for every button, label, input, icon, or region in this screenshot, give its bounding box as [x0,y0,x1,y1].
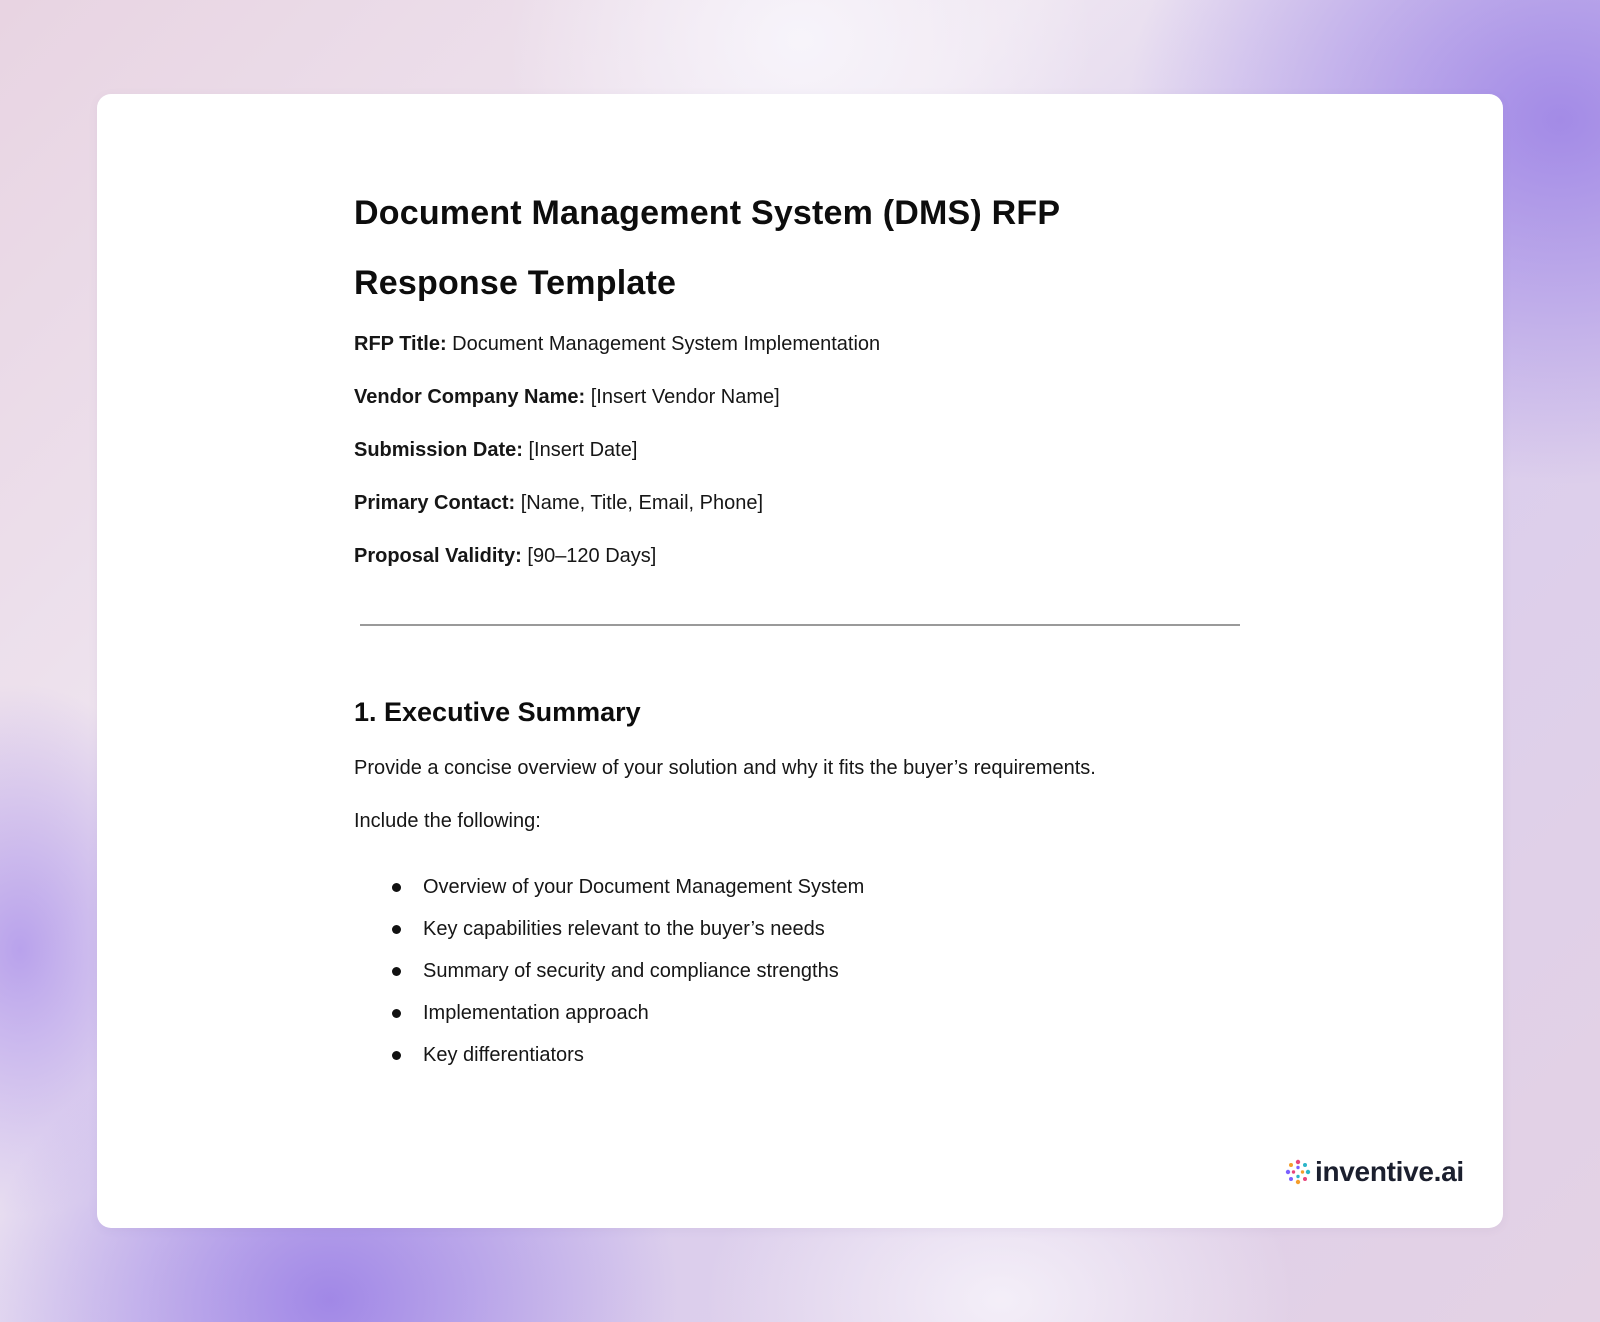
field-value: [90–120 Days] [521,545,657,567]
list-item [354,957,1254,985]
bullet-icon [392,925,401,934]
brand-logo [1285,1152,1464,1192]
field-primary-contact [354,489,1254,517]
rfp-fields [354,330,1254,570]
list-item-text: Key capabilities relevant to the buyer’s needs [423,918,825,940]
document-body [354,178,1254,595]
field-label: Submission Date: [354,439,523,461]
list-item-text: Overview of your Document Management System [423,876,865,898]
section-divider [360,624,1240,626]
section-heading: 1. Executive Summary [354,697,641,727]
field-value: [Name, Title, Email, Phone] [515,492,764,514]
field-label: RFP Title: [354,333,447,355]
list-item [354,915,1254,943]
bullet-icon [392,967,401,976]
list-item [354,999,1254,1027]
inventive-logo-icon [1285,1159,1311,1185]
field-value: Document Management System Implementation [446,333,881,355]
bullet-list [354,873,1254,1069]
bullet-icon [392,1051,401,1060]
document-title: Document Management System (DMS) RFP Response Template [354,194,1060,302]
field-label: Primary Contact: [354,492,516,514]
field-vendor-company-name [354,383,1254,411]
list-item-text: Key differentiators [423,1044,584,1066]
bullet-icon [392,1009,401,1018]
executive-summary-section [354,690,1254,1083]
field-label: Vendor Company Name: [354,386,586,408]
field-rfp-title [354,330,1254,358]
field-submission-date [354,436,1254,464]
field-label: Proposal Validity: [354,545,522,567]
field-value: [Insert Vendor Name] [585,386,780,408]
field-value: [Insert Date] [522,439,638,461]
include-label: Include the following: [354,810,541,832]
field-proposal-validity [354,542,1254,570]
list-item-text: Implementation approach [423,1002,649,1024]
bullet-icon [392,883,401,892]
list-item-text: Summary of security and compliance strengths [423,960,839,982]
list-item [354,873,1254,901]
brand-name: inventive.ai [1315,1156,1464,1187]
section-intro: Provide a concise overview of your solution and why it fits the buyer’s requirements. [354,757,1096,779]
list-item [354,1041,1254,1069]
